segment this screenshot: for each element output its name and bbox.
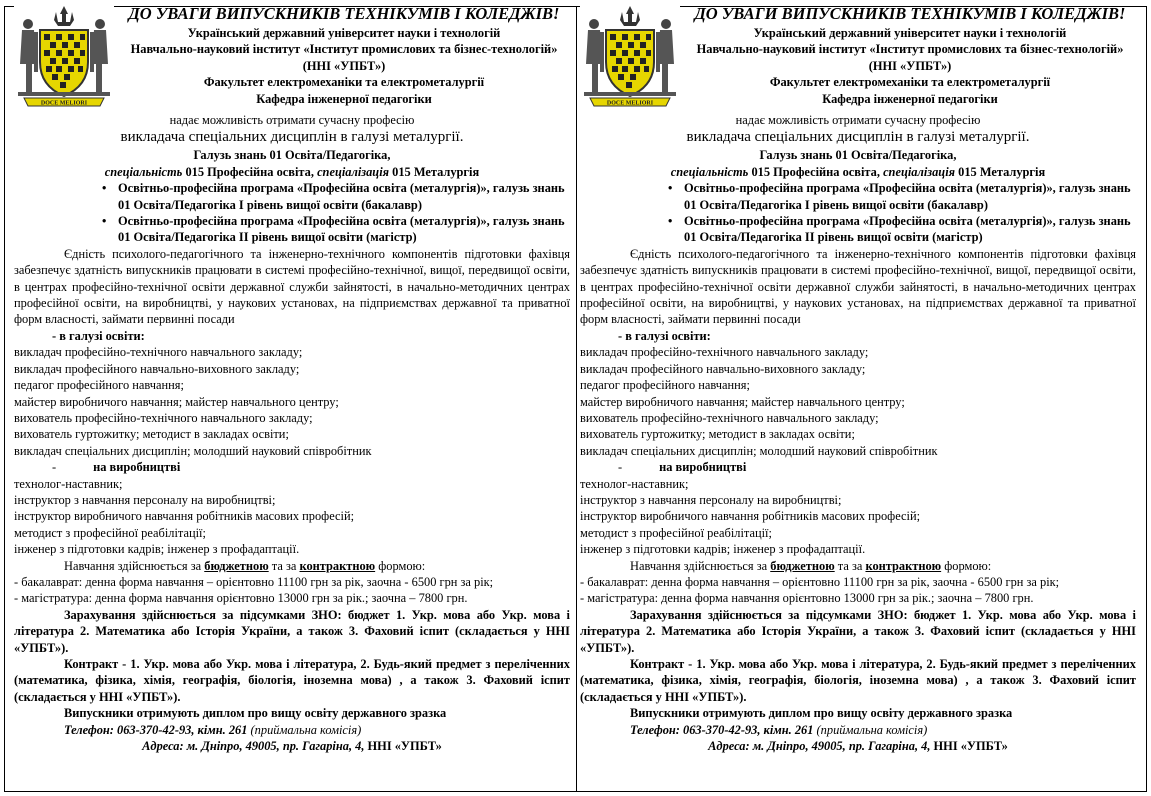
position-item: викладач спеціальних дисциплін; молодший науковий співробітник: [580, 443, 938, 458]
position-item: вихователь професійно-технічного навчального закладу;: [580, 410, 879, 425]
department-name: Кафедра інженерної педагогіки: [822, 91, 998, 106]
position-item: вихователь гуртожитку; методист в закладах освіти;: [14, 427, 289, 442]
position-item: педагог професійного навчання;: [580, 378, 750, 393]
program-text: Освітньо-професійна програма «Професійна освіта (металургія)», галузь знань 01 Освіта/Педагогіка І рівень вищої освіти (бакалавр): [118, 181, 565, 212]
price-master: - магістратура: денна форма навчання орієнтовно 13000 грн за рік.; заочна – 7800 грн.: [580, 591, 1034, 606]
address-line: [580, 738, 1136, 754]
program-text: Освітньо-професійна програма «Професійна освіта (металургія)», галузь знань 01 Освіта/Педагогіка ІІ рівень вищої освіти (магістр): [118, 214, 565, 245]
position-item: майстер виробничого навчання; майстер навчального центру;: [580, 394, 905, 409]
study-form-contract: контрактною: [299, 558, 376, 573]
faculty-name: Факультет електромеханіки та електрометалургії: [769, 75, 1051, 90]
position-item: викладач професійного навчально-виховного закладу;: [580, 361, 866, 376]
phone-note: (приймальна комісія): [816, 722, 928, 737]
program-item-master: [14, 213, 570, 246]
offer-text: надає можливість отримати сучасну професію: [735, 113, 981, 127]
flyer-header: [14, 4, 570, 112]
specialization-value: 015 Металургія: [392, 164, 480, 179]
price-master: - магістратура: денна форма навчання орієнтовно 13000 грн за рік.; заочна – 7800 грн.: [14, 591, 468, 606]
diploma-note: Випускники отримують диплом про вищу освіту державного зразка: [64, 706, 447, 721]
position-item: вихователь гуртожитку; методист в закладах освіти;: [580, 427, 855, 442]
flyer-title: ДО УВАГИ ВИПУСКНИКІВ ТЕХНІКУМІВ І КОЛЕДЖІВ!: [128, 4, 560, 23]
profession-text: викладача спеціальних дисциплін в галузі металургії.: [120, 129, 464, 146]
specialty-value: 015 Професійна освіта,: [185, 164, 314, 179]
bullet-icon: •: [102, 214, 107, 229]
position-item: викладач професійно-технічного навчального закладу;: [580, 345, 869, 360]
production-positions-list: [14, 476, 570, 558]
phone-note: (приймальна комісія): [250, 722, 362, 737]
education-positions-list: [14, 344, 570, 459]
address-text: Адреса: м. Дніпро, 49005, пр. Гагаріна, 4,: [142, 739, 365, 754]
production-heading-text: на виробництві: [659, 460, 747, 475]
study-form-budget: бюджетною: [770, 558, 835, 573]
production-positions-list: [580, 476, 1136, 558]
position-item: інженер з підготовки кадрів; інженер з профадаптації.: [580, 542, 866, 557]
program-text: Освітньо-професійна програма «Професійна освіта (металургія)», галузь знань 01 Освіта/Педагогіка І рівень вищої освіти (бакалавр): [684, 181, 1131, 212]
education-heading: - в галузі освіти:: [618, 328, 711, 343]
specialty-line: [14, 164, 570, 180]
address-text: Адреса: м. Дніпро, 49005, пр. Гагаріна, 4,: [708, 739, 931, 754]
education-positions-list: [580, 344, 1136, 459]
study-form-budget: бюджетною: [204, 558, 269, 573]
program-list: [14, 180, 570, 246]
study-forms-prefix: Навчання здійснюється за: [64, 558, 202, 573]
specialty-label: спеціальність: [670, 164, 749, 179]
field-of-knowledge: Галузь знань 01 Освіта/Педагогіка,: [193, 148, 391, 163]
program-list: [580, 180, 1136, 246]
offer-text: надає можливість отримати сучасну професію: [169, 113, 415, 127]
position-item: технолог-наставник;: [14, 476, 123, 491]
institute-name: Навчально-науковий інститут «Інститут промислових та бізнес-технологій» (ННІ «УПБТ»): [696, 42, 1124, 73]
program-item-master: [580, 213, 1136, 246]
study-forms: [580, 558, 1136, 574]
faculty-name: Факультет електромеханіки та електрометалургії: [203, 75, 485, 90]
contract-requirements: Контракт - 1. Укр. мова або Укр. мова і література, 2. Будь-який предмет з переліченних (математика, фізика, хімія, географія, біологія, іноземна мова) , а також 3. Фаховий іспит (складається у ННІ «УПБТ»).: [14, 657, 570, 704]
position-item: інструктор виробничого навчання робітників масових професій;: [14, 509, 355, 524]
production-heading: [14, 459, 570, 475]
bullet-icon: •: [668, 181, 673, 196]
study-forms-mid: та за: [837, 558, 863, 573]
production-dash: -: [52, 460, 57, 475]
position-item: майстер виробничого навчання; майстер навчального центру;: [14, 394, 339, 409]
program-text: Освітньо-професійна програма «Професійна освіта (металургія)», галузь знань 01 Освіта/Педагогіка ІІ рівень вищої освіти (магістр): [684, 214, 1131, 245]
profession-text: викладача спеціальних дисциплін в галузі металургії.: [686, 129, 1030, 146]
address-org: ННІ «УПБТ»: [367, 739, 442, 754]
admission-flyer-left: [14, 4, 570, 754]
department-name: Кафедра інженерної педагогіки: [256, 91, 432, 106]
specialty-label: спеціальність: [104, 164, 183, 179]
study-forms-mid: та за: [271, 558, 297, 573]
program-item-bachelor: [580, 180, 1136, 213]
diploma-note: Випускники отримують диплом про вищу освіту державного зразка: [630, 706, 1013, 721]
education-heading: - в галузі освіти:: [52, 328, 145, 343]
specialty-line: [580, 164, 1136, 180]
logo-motto: DOCE MELIORI: [606, 100, 654, 107]
position-item: інструктор з навчання персоналу на виробництві;: [580, 492, 842, 507]
phone-number: Телефон: 063-370-42-93, кімн. 261: [64, 722, 248, 737]
bullet-icon: •: [102, 181, 107, 196]
position-item: технолог-наставник;: [580, 476, 689, 491]
study-forms-suffix: формою:: [378, 558, 426, 573]
production-heading-text: на виробництві: [93, 460, 181, 475]
specialization-label: спеціалізація: [317, 164, 390, 179]
specialization-label: спеціалізація: [883, 164, 956, 179]
admission-requirements: Зарахування здійснюється за підсумками ЗНО: бюджет 1. Укр. мова або Укр. мова і література 2. Математика або Історія України, а також 3. Фаховий іспит (складається у ННІ «УПБТ»).: [580, 607, 1136, 655]
phone-line: [580, 722, 1136, 738]
intro-paragraph: Єдність психолого-педагогічного та інженерно-технічного компонентів підготовки фахівця забезпечує здатність випускників працювати в системі професійно-технічної, вищої, передвищої освіти, в центрах професійно-технічної освіти державної служби зайнятості, в начально-методичних центрах професійної освіти, на виробництві, у наукових установах, на підприємствах державної та приватної форм власності, займати первинні посади: [580, 246, 1136, 327]
study-forms: [14, 558, 570, 574]
field-of-knowledge: Галузь знань 01 Освіта/Педагогіка,: [759, 148, 957, 163]
admission-requirements: Зарахування здійснюється за підсумками ЗНО: бюджет 1. Укр. мова або Укр. мова і література 2. Математика або Історія України, а також 3. Фаховий іспит (складається у ННІ «УПБТ»).: [14, 607, 570, 655]
specialization-value: 015 Металургія: [958, 164, 1046, 179]
logo-motto: DOCE MELIORI: [40, 100, 88, 107]
phone-number: Телефон: 063-370-42-93, кімн. 261: [630, 722, 814, 737]
column-divider: [576, 7, 577, 791]
position-item: викладач спеціальних дисциплін; молодший науковий співробітник: [14, 443, 372, 458]
study-forms-prefix: Навчання здійснюється за: [630, 558, 768, 573]
position-item: викладач професійного навчально-виховного закладу;: [14, 361, 300, 376]
program-item-bachelor: [14, 180, 570, 213]
flyer-header: [580, 4, 1136, 112]
university-coat-of-arms-logo: [580, 4, 680, 112]
specialty-value: 015 Професійна освіта,: [751, 164, 880, 179]
production-heading: [580, 459, 1136, 475]
position-item: методист з професійної реабілітації;: [14, 525, 206, 540]
position-item: інструктор виробничого навчання робітників масових професій;: [580, 509, 921, 524]
study-form-contract: контрактною: [865, 558, 942, 573]
position-item: викладач професійно-технічного навчального закладу;: [14, 345, 303, 360]
study-forms-suffix: формою:: [944, 558, 992, 573]
price-bachelor: - бакалаврат: денна форма навчання – орієнтовно 11100 грн за рік, заочна - 6500 грн за рік;: [14, 574, 494, 589]
position-item: інженер з підготовки кадрів; інженер з профадаптації.: [14, 542, 300, 557]
price-bachelor: - бакалаврат: денна форма навчання – орієнтовно 11100 грн за рік, заочна - 6500 грн за рік;: [580, 574, 1060, 589]
address-line: [14, 738, 570, 754]
flyer-title: ДО УВАГИ ВИПУСКНИКІВ ТЕХНІКУМІВ І КОЛЕДЖІВ!: [694, 4, 1126, 23]
position-item: методист з професійної реабілітації;: [580, 525, 772, 540]
position-item: вихователь професійно-технічного навчального закладу;: [14, 410, 313, 425]
contract-requirements: Контракт - 1. Укр. мова або Укр. мова і література, 2. Будь-який предмет з переліченних (математика, фізика, хімія, географія, біологія, іноземна мова) , а також 3. Фаховий іспит (складається у ННІ «УПБТ»).: [580, 657, 1136, 704]
phone-line: [14, 722, 570, 738]
university-name: Український державний університет науки і технологій: [753, 26, 1067, 40]
admission-flyer-right: [580, 4, 1136, 754]
position-item: педагог професійного навчання;: [14, 378, 184, 393]
intro-paragraph: Єдність психолого-педагогічного та інженерно-технічного компонентів підготовки фахівця забезпечує здатність випускників працювати в системі професійно-технічної, вищої, передвищої освіти, в центрах професійно-технічної освіти державної служби зайнятості, в начально-методичних центрах професійної освіти, на виробництві, у наукових установах, на підприємствах державної та приватної форм власності, займати первинні посади: [14, 246, 570, 327]
position-item: інструктор з навчання персоналу на виробництві;: [14, 492, 276, 507]
production-dash: -: [618, 460, 623, 475]
university-name: Український державний університет науки і технологій: [187, 26, 501, 40]
address-org: ННІ «УПБТ»: [933, 739, 1008, 754]
bullet-icon: •: [668, 214, 673, 229]
university-coat-of-arms-logo: [14, 4, 114, 112]
institute-name: Навчально-науковий інститут «Інститут промислових та бізнес-технологій» (ННІ «УПБТ»): [130, 42, 558, 73]
